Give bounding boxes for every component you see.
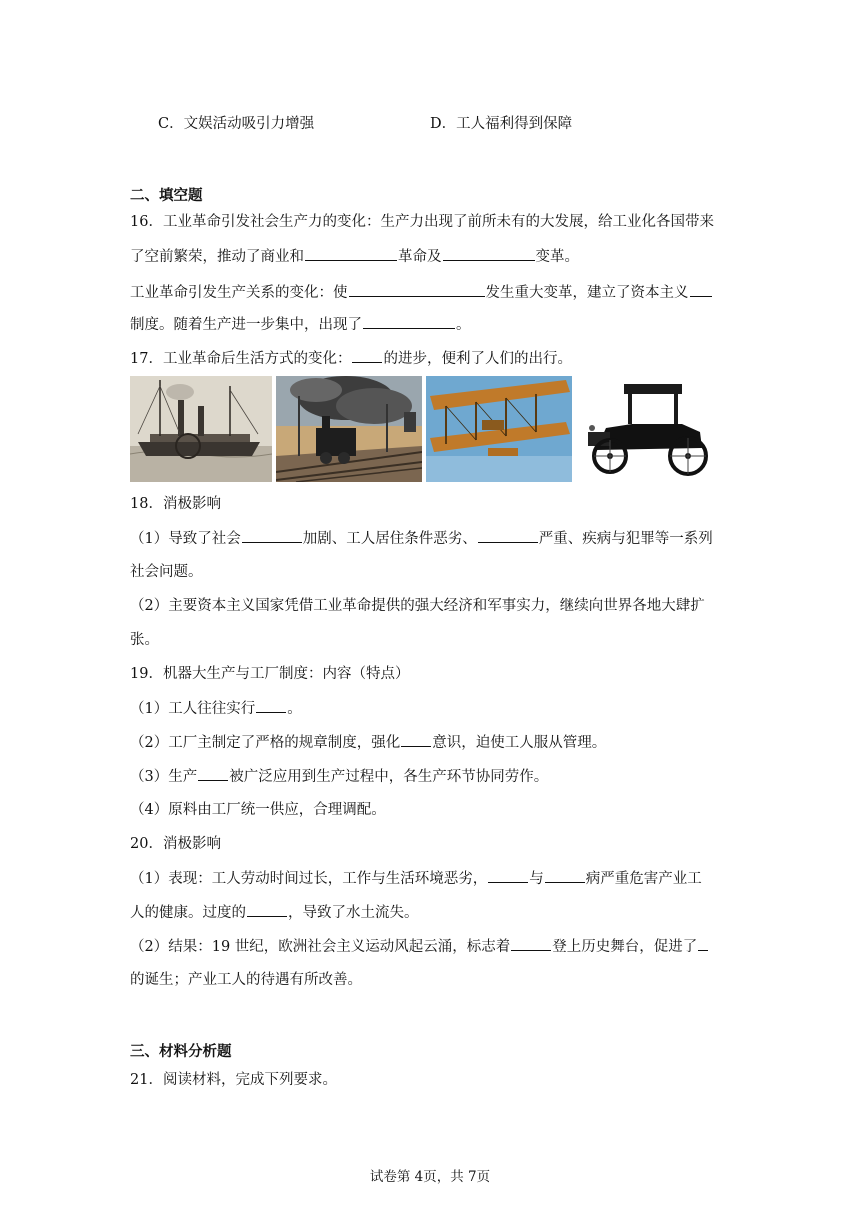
blank[interactable] [305,246,397,261]
q19-p4: （4）原料由工厂统一供应，合理调配。 [130,802,386,818]
q18-text: 加剧、工人居住条件恶劣、 [302,531,477,547]
q21-text: 21．阅读材料，完成下列要求。 [130,1072,337,1088]
blank[interactable] [198,766,228,781]
blank[interactable] [488,868,528,883]
blank[interactable] [698,936,708,951]
q18-text: 严重、疾病与犯罪等一系列 [538,531,713,547]
q16-text: 工业革命引发生产关系的变化：使 [130,285,348,301]
q19-p3 [130,766,548,787]
q16-line-4 [130,314,471,335]
q19-text: 意识，迫使工人服从管理。 [432,735,607,751]
blank[interactable] [247,902,287,917]
blank[interactable] [401,732,431,747]
q16-text: 发生重大变革，建立了资本主义 [485,285,689,301]
blank[interactable] [511,936,551,951]
page-footer: 试卷第 4页，共 7页 [369,1169,491,1185]
q19-title: 19．机器大生产与工厂制度：内容（特点） [130,666,410,682]
q20-text: 人的健康。过度的 [130,905,246,921]
q19-text: （2）工厂主制定了严格的规章制度，强化 [130,735,401,751]
q20-p1-line1 [130,868,702,889]
q18-p2-line1: （2）主要资本主义国家凭借工业革命提供的强大经济和军事实力，继续向世界各地大肆扩 [130,598,705,614]
blank[interactable] [363,314,455,329]
q20-p1-line2 [130,902,419,923]
q20-text: （2）结果：19 世纪，欧洲社会主义运动风起云涌，标志着 [130,939,511,955]
q19-p2 [130,732,606,753]
section-2-title: 二、填空题 [130,188,203,204]
q18-title: 18．消极影响 [130,496,221,512]
early-automobile-image [576,376,730,482]
q16-line-1: 16．工业革命引发社会生产力的变化：生产力出现了前所未有的大发展，给工业化各国带来 [130,214,714,230]
q20-text: 登上历史舞台，促进了 [552,939,698,955]
q20-text: 病严重危害产业工 [585,871,702,887]
blank[interactable] [242,528,302,543]
option-d: D．工人福利得到保障 [430,116,573,132]
transport-image-strip [130,376,730,482]
q18-p1-line1 [130,528,713,549]
q17-text: 的进步，便利了人们的出行。 [383,351,572,367]
q19-text: （3）生产 [130,769,198,785]
blank[interactable] [478,528,538,543]
early-airplane-image [426,376,572,482]
section-3-title: 三、材料分析题 [130,1044,232,1060]
q16-text: 了空前繁荣，推动了商业和 [130,249,304,265]
q16-text: 革命及 [398,249,442,265]
q20-p2-line2: 的诞生；产业工人的待遇有所改善。 [130,972,362,988]
q16-text: 制度。随着生产进一步集中，出现了 [130,317,362,333]
option-c: C．文娱活动吸引力增强 [158,116,315,132]
q17-text: 17．工业革命后生活方式的变化： [130,351,352,367]
q16-text: 变革。 [535,249,579,265]
q16-text: 。 [456,317,471,333]
q20-text: ，导致了水土流失。 [288,905,419,921]
blank[interactable] [443,246,535,261]
q20-text: 与 [529,871,544,887]
q19-text: 被广泛应用到生产过程中，各生产环节协同劳作。 [229,769,549,785]
q16-line-3 [130,282,713,303]
q19-text: 。 [287,701,302,717]
blank[interactable] [352,348,382,363]
q20-p2-line1 [130,936,709,957]
blank[interactable] [349,282,485,297]
steam-locomotive-image [276,376,422,482]
blank[interactable] [256,698,286,713]
q19-text: （1）工人往往实行 [130,701,256,717]
q20-text: （1）表现：工人劳动时间过长，工作与生活环境恶劣， [130,871,488,887]
q17-line [130,348,572,369]
q20-title: 20．消极影响 [130,836,221,852]
steamship-image [130,376,272,482]
q19-p1 [130,698,302,719]
blank[interactable] [545,868,585,883]
q18-p2-line2: 张。 [130,632,159,648]
q18-p1-line2: 社会问题。 [130,564,203,580]
blank[interactable] [690,282,712,297]
q16-line-2 [130,246,579,267]
q18-text: （1）导致了社会 [130,531,241,547]
